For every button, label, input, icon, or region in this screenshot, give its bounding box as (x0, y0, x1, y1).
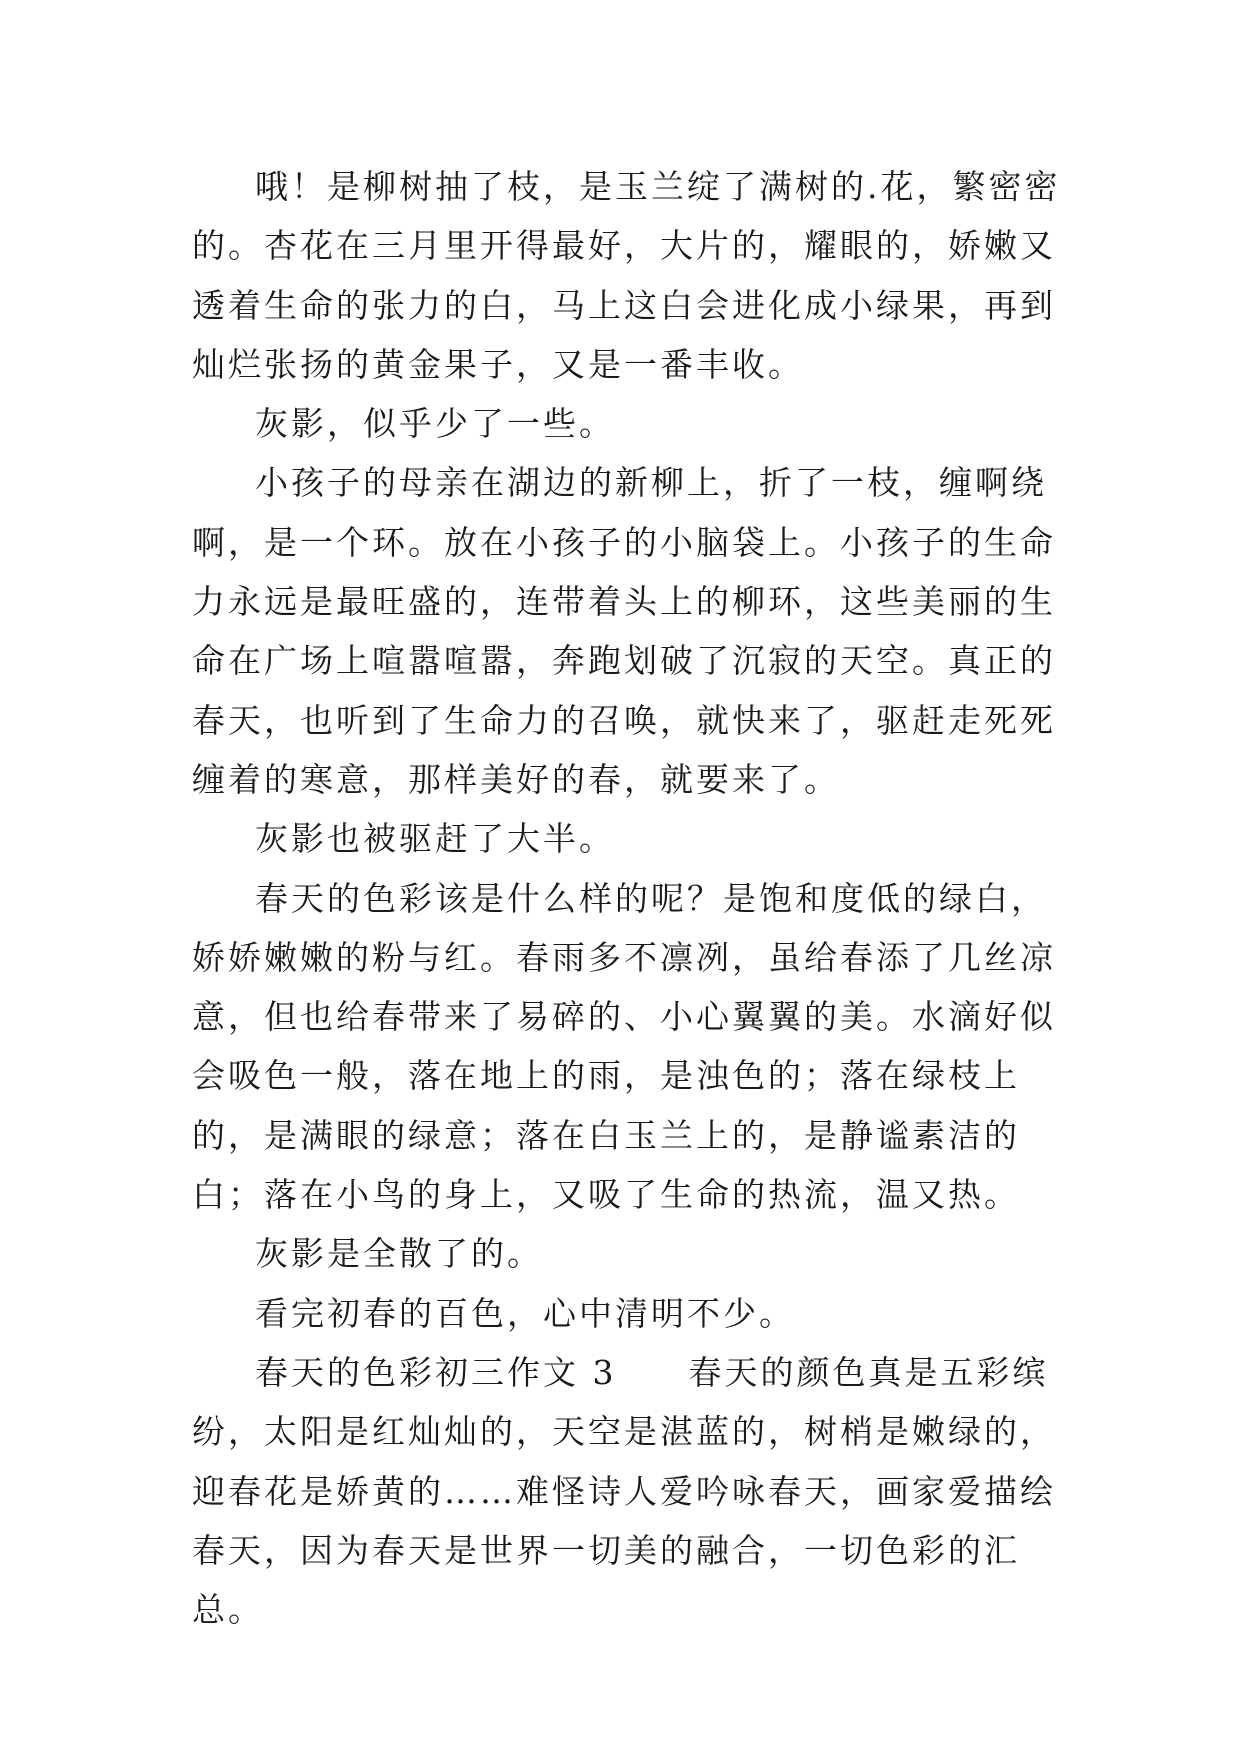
paragraph-2: 灰影，似乎少了一些。 (255, 404, 615, 444)
paragraph-1: 哦！是柳树抽了枝，是玉兰绽了满树的.花，繁密密的。杏花在三月里开得最好，大片的，耀眼的，娇嫩又透着生命的张力的白，马上这白会进化成小绿果，再到灿烂张扬的黄金果子，又是一番丰收。 (192, 167, 1061, 384)
paragraph-4: 灰影也被驱赶了大半。 (255, 819, 615, 859)
paragraph-7: 看完初春的百色，心中清明不少。 (255, 1293, 795, 1333)
paragraph-8: 春天的色彩初三作文 3 春天的颜色真是五彩缤纷，太阳是红灿灿的，天空是湛蓝的，树梢是嫩绿的，迎春花是娇黄的……难怪诗人爱吟咏春天，画家爱描绘春天，因为春天是世界一切美的融合，一切色彩的汇总。 (192, 1352, 1056, 1630)
paragraph-6: 灰影是全散了的。 (255, 1234, 543, 1274)
document-body (192, 157, 1072, 1639)
paragraph-5: 春天的色彩该是什么样的呢？是饱和度低的绿白，娇娇嫩嫩的粉与红。春雨多不凛冽，虽给春添了几丝凉意，但也给春带来了易碎的、小心翼翼的美。水滴好似会吸色一般，落在地上的雨，是浊色的；落在绿枝上的，是满眼的绿意；落在白玉兰上的，是静谧素洁的白；落在小鸟的身上，又吸了生命的热流，温又热。 (192, 878, 1056, 1215)
paragraph-3: 小孩子的母亲在湖边的新柳上，折了一枝，缠啊绕啊，是一个环。放在小孩子的小脑袋上。小孩子的生命力永远是最旺盛的，连带着头上的柳环，这些美丽的生命在广场上喧嚣喧嚣，奔跑划破了沉寂的天空。真正的春天，也听到了生命力的召唤，就快来了，驱赶走死死缠着的寒意，那样美好的春，就要来了。 (192, 463, 1056, 799)
